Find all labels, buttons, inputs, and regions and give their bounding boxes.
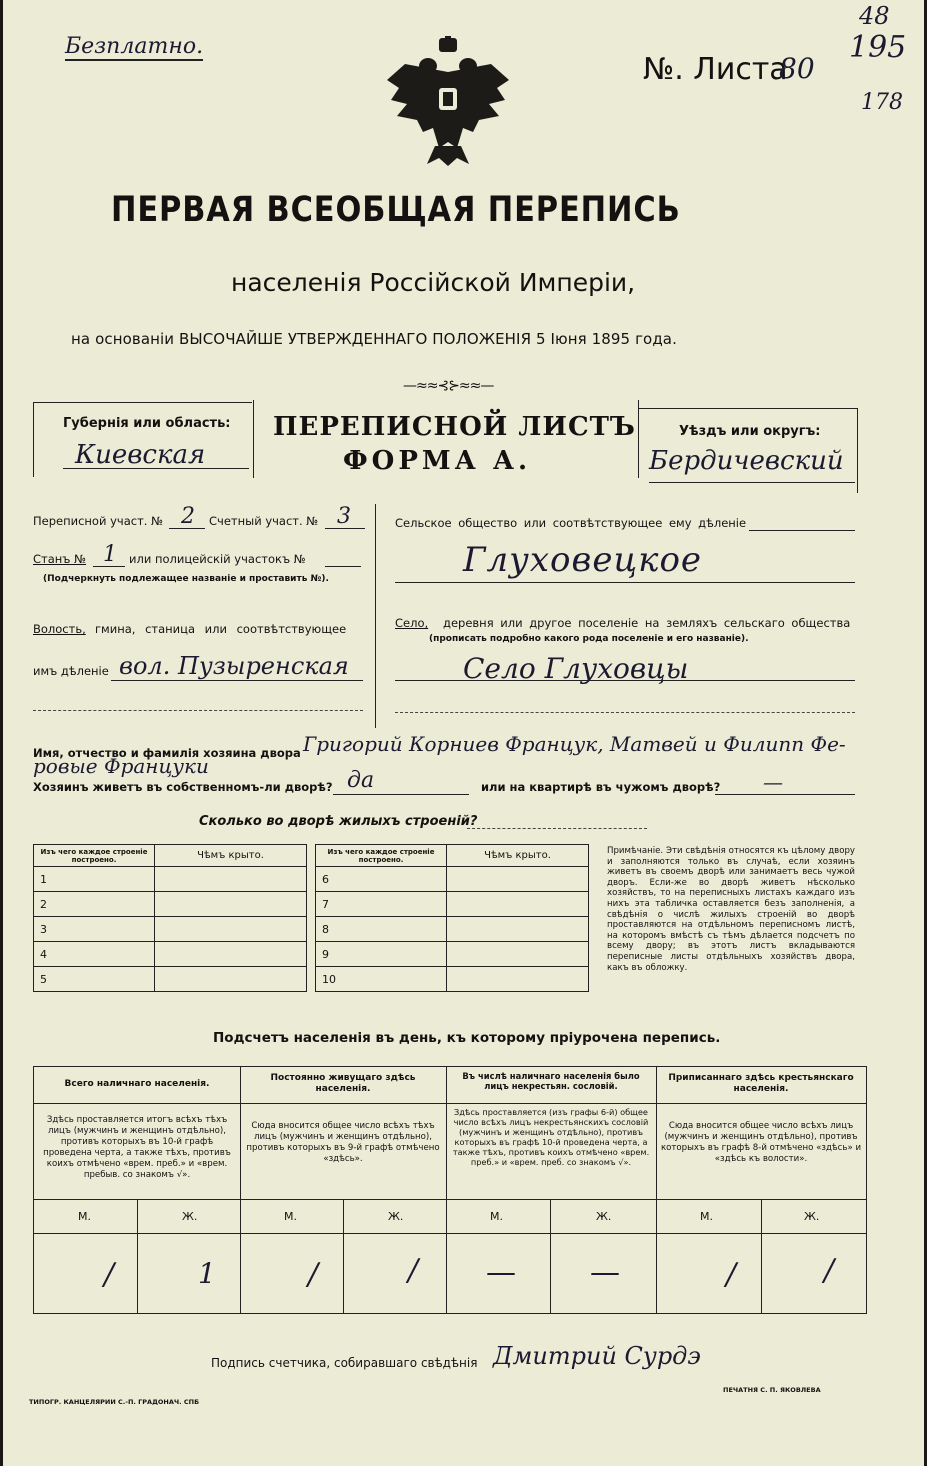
police-underline (325, 566, 361, 567)
corner-number-3: 178 (861, 90, 903, 115)
district-value: Бердичевский (649, 446, 844, 476)
building-row: 8 (316, 917, 447, 942)
pop-permanent-male: / (308, 1257, 319, 1292)
buildings-label: Сколько во дворѣ жилыхъ строеній? (199, 814, 478, 829)
f-label: Ж. (804, 1210, 820, 1223)
f-label: Ж. (388, 1210, 404, 1223)
volost-value: вол. Пузыренская (119, 652, 349, 680)
signature-value: Дмитрий Сурдэ (493, 1342, 701, 1370)
corner-number-2: 195 (849, 30, 907, 65)
printer-mark-left: ТИПОГР. КАНЦЕЛЯРИИ С.-П. ГРАДОНАЧ. СПБ (29, 1398, 200, 1406)
buildings-underline (467, 828, 647, 829)
pop-peasant-female: / (824, 1253, 835, 1288)
buildings-table-right (315, 844, 589, 992)
count-section-label: Счетный участ. № (209, 514, 319, 528)
stan-value: 1 (103, 542, 117, 567)
underline-note: (Подчеркнуть подлежащее названіе и проставить №). (43, 574, 329, 584)
owner-name-value: Григорий Корниев Францук, Матвей и Филипп Фе- (303, 732, 846, 756)
pop-col-4-header: Приписаннаго здѣсь крестьянскаго населенія. (668, 1073, 854, 1094)
pop-col-3-desc: Здѣсь проставляется (изъ графы 6-й) общее число всѣхъ лицъ некрестьянскихъ сословій (мужчинъ и женщинъ отдѣльно), противъ которыхъ въ графѣ 10-й проведена черта, а также тѣхъ, противъ коихъ отмѣчено «врем. преб.» и «врем. преб. со знакомъ √». (452, 1107, 650, 1167)
col-material-header: Изъ чего каждое строеніе построено. (34, 845, 155, 867)
pop-col-2-desc: Сюда вносится общее число всѣхъ тѣхъ лицъ (мужчинъ и женщинъ отдѣльно), противъ которыхъ въ 9-й графѣ отмѣчено «здѣсь». (246, 1121, 440, 1164)
building-row: 4 (34, 942, 155, 967)
pop-col-2-header: Постоянно живущаго здѣсь населенія. (270, 1073, 416, 1094)
province-label: Губернія или область: (63, 416, 231, 431)
pop-col-4-desc: Сюда вносится общее число всѣхъ лицъ (мужчинъ и женщинъ отдѣльно), противъ которыхъ въ графѣ 8-й отмѣчено «здѣсь» и «здѣсь къ волости». (660, 1121, 862, 1164)
stan-underline (93, 566, 125, 567)
census-section-underline (169, 528, 205, 529)
population-title: Подсчетъ населенія въ день, къ которому пріурочена перепись. (213, 1030, 721, 1046)
free-label: Безплатно. (65, 34, 204, 59)
volost-label-2: гмина, станица или соотвѣтствующее (95, 622, 347, 636)
own-yard-label: Хозяинъ живетъ въ собственномъ-ли дворѣ? (33, 780, 333, 794)
building-row: 1 (34, 867, 155, 892)
rented-underline (715, 794, 855, 795)
own-yard-value: да (347, 768, 375, 793)
volost-underline (111, 680, 363, 681)
district-label: Уѣздъ или округъ: (679, 424, 821, 439)
village-underline (395, 680, 855, 681)
society-value: Глуховецкое (463, 540, 703, 580)
pop-nonpeasant-male: — (486, 1255, 516, 1290)
buildings-table-left (33, 844, 307, 992)
province-underline (63, 468, 249, 469)
count-section-value: 3 (337, 504, 351, 529)
stan-label: Станъ № (33, 552, 87, 566)
block-divider (375, 504, 376, 728)
col-material-header: Изъ чего каждое строеніе построено. (316, 845, 447, 867)
village-label-1: Село, (395, 616, 429, 630)
m-label: М. (700, 1210, 713, 1223)
pop-peasant-male: / (726, 1257, 737, 1292)
col-roof-header: Чѣмъ крыто. (155, 845, 307, 867)
rented-value: — (763, 770, 783, 794)
building-row: 10 (316, 967, 447, 992)
rented-label: или на квартирѣ въ чужомъ дворѣ? (481, 780, 721, 794)
pop-permanent-female: / (408, 1253, 419, 1288)
pop-total-female: 1 (198, 1257, 216, 1290)
census-sheet (3, 0, 924, 1466)
pop-total-male: / (104, 1257, 115, 1292)
basis-line: на основаніи ВЫСОЧАЙШЕ УТВЕРЖДЕННАГО ПОЛОЖЕНІЯ 5 Іюня 1895 года. (71, 330, 677, 348)
f-label: Ж. (596, 1210, 612, 1223)
society-underline (395, 582, 855, 583)
pop-col-1-header: Всего наличнаго населенія. (64, 1079, 210, 1089)
signature-label: Подпись счетчика, собиравшаго свѣдѣнія (211, 1356, 478, 1370)
village-value: Село Глуховцы (463, 652, 689, 685)
own-yard-underline (333, 794, 469, 795)
building-row: 5 (34, 967, 155, 992)
subtitle: населенія Россійской Имперіи, (231, 268, 636, 297)
volost-extra-line (33, 710, 363, 711)
owner-name-label: Имя, отчество и фамилія хозяина двора (33, 746, 301, 760)
building-row: 6 (316, 867, 447, 892)
province-value: Киевская (75, 440, 206, 470)
corner-number: 48 (859, 2, 890, 30)
col-roof-header: Чѣмъ крыто. (447, 845, 589, 867)
district-underline (649, 482, 855, 483)
m-label: М. (490, 1210, 503, 1223)
population-table (33, 1066, 867, 1314)
census-section-value: 2 (181, 504, 195, 529)
owner-name-value-2: ровые Француки (33, 754, 209, 778)
count-section-underline (325, 528, 365, 529)
building-row: 9 (316, 942, 447, 967)
village-extra-line (395, 712, 855, 713)
pop-col-1-desc: Здѣсь проставляется итогъ всѣхъ тѣхъ лицъ (мужчинъ и женщинъ отдѣльно), противъ которыхъ въ 10-й графѣ проведена черта, а также тѣхъ, противъ коихъ отмѣчено «врем. преб.» и «врем. пребыв. со знакомъ √». (43, 1115, 231, 1180)
census-section-label: Переписной участ. № (33, 514, 164, 528)
society-label-underline (749, 530, 855, 531)
main-title: ПЕРВАЯ ВСЕОБЩАЯ ПЕРЕПИСЬ (111, 190, 681, 230)
building-row: 3 (34, 917, 155, 942)
sheet-number-value: 80 (779, 52, 815, 85)
ornament-divider: —≈≈⊰⊱≈≈— (403, 378, 494, 394)
building-row: 2 (34, 892, 155, 917)
sheet-number-label: №. Листа (643, 52, 788, 87)
pop-nonpeasant-female: — (590, 1255, 620, 1290)
form-title: ПЕРЕПИСНОЙ ЛИСТЪ (273, 412, 636, 442)
society-label: Сельское общество или соотвѣтствующее ему дѣленіе (395, 516, 747, 530)
village-label-2: деревня или другое поселеніе на земляхъ сельскаго общества (443, 616, 851, 630)
double-eagle-emblem-icon (383, 36, 513, 168)
volost-label-3: имъ дѣленіе (33, 664, 109, 678)
f-label: Ж. (182, 1210, 198, 1223)
m-label: М. (78, 1210, 91, 1223)
printer-mark-right: ПЕЧАТНЯ С. П. ЯКОВЛЕВА (723, 1386, 821, 1394)
volost-label-1: Волость, (33, 622, 86, 636)
village-note: (прописать подробно какого рода поселеніе и его названіе). (429, 634, 749, 644)
pop-col-3-header: Въ числѣ наличнаго населенія было лицъ некрестьян. сословій. (462, 1071, 640, 1091)
buildings-note: Примѣчаніе. Эти свѣдѣнія относятся къ цѣлому двору и заполняются только въ случаѣ, если хозяинъ живетъ въ своемъ дворѣ или занимаетъ весь чужой дворъ. Если-же во дворѣ живетъ нѣсколько хозяйствъ, то на переписныхъ листахъ каждаго изъ нихъ эта табличка оставляется безъ заполненія, а свѣдѣнія о числѣ жилыхъ строеній во дворѣ проставляются на отдѣльномъ переписномъ листѣ, на которомъ вмѣстѣ съ тѣмъ дѣлается подсчетъ по всему двору; въ этотъ листъ вкладываются переписные листы отдѣльныхъ хозяйствъ двора, какъ въ обложку. (607, 846, 855, 973)
police-label: или полицейскій участокъ № (129, 552, 306, 566)
form-type: ФОРМА А. (343, 446, 532, 476)
building-row: 7 (316, 892, 447, 917)
m-label: М. (284, 1210, 297, 1223)
